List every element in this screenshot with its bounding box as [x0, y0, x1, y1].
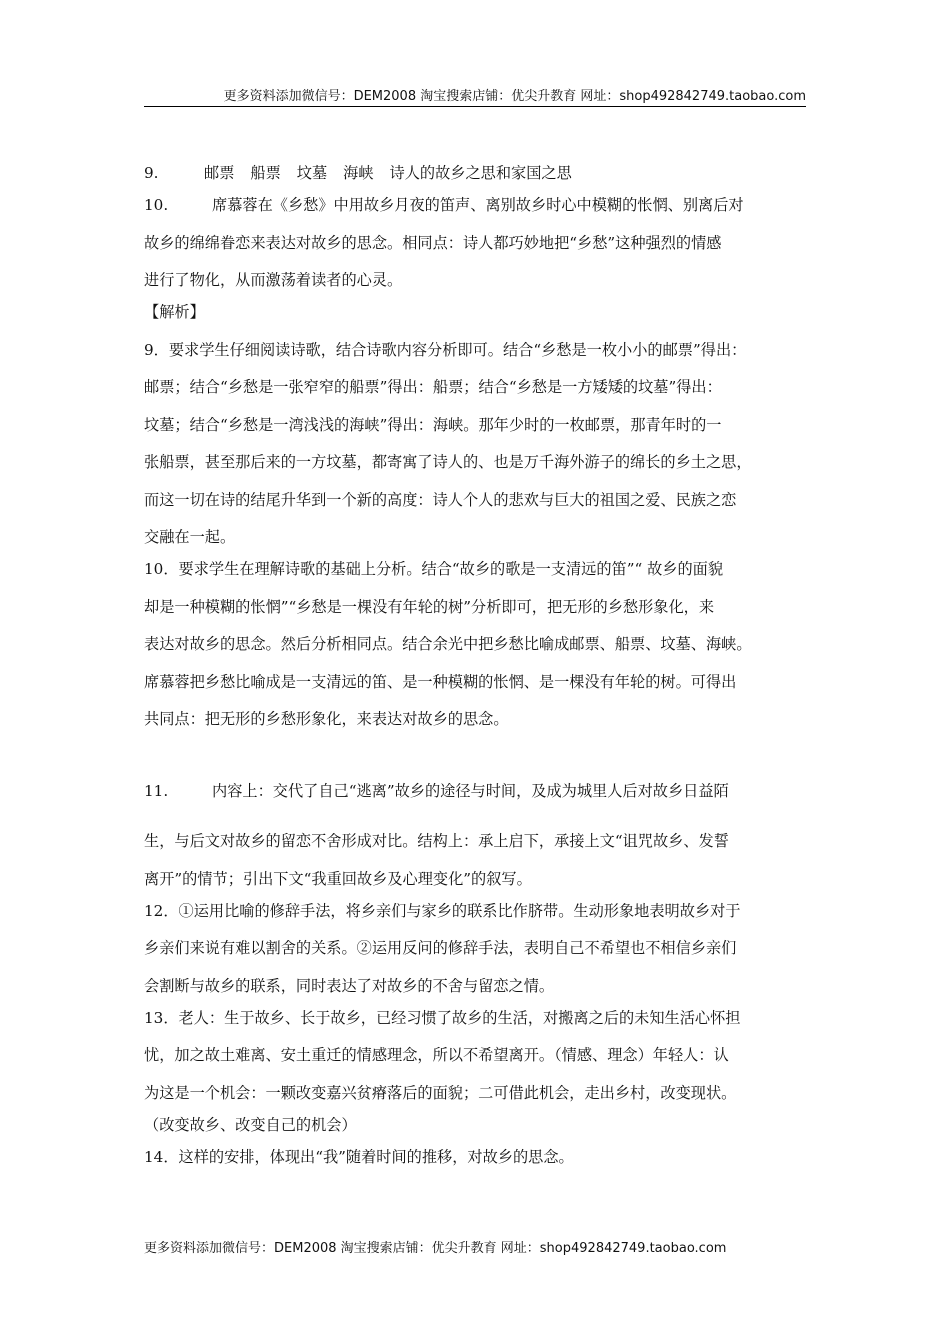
answer-9-item: 邮票: [204, 164, 235, 182]
analysis-9-line: 交融在一起。: [144, 528, 236, 546]
answer-10-line: 故乡的绵绵眷恋来表达对故乡的思念。相同点：诗人都巧妙地把“乡愁”这种强烈的情感: [144, 233, 722, 252]
answer-11-line: 生，与后文对故乡的留恋不舍形成对比。结构上：承上启下，承接上文“诅咒故乡、发誓: [144, 832, 729, 850]
analysis-9-line: 坟墓；结合“乡愁是一湾浅浅的海峡”得出：海峡。那年少时的一枚邮票，那青年时的一: [144, 415, 722, 434]
analysis-9-line: 而这一切在诗的结尾升华到一个新的高度：诗人个人的悲欢与巨大的祖国之爱、民族之恋: [144, 490, 737, 509]
answer-10-line: 进行了物化，从而激荡着读者的心灵。: [144, 271, 403, 289]
answer-12-line: 乡亲们来说有难以割舍的关系。②运用反问的修辞手法，表明自己不希望也不相信乡亲们: [144, 939, 737, 957]
analysis-9-line: 9．要求学生仔细阅读诗歌，结合诗歌内容分析即可。结合“乡愁是一枚小小的邮票”得出：: [144, 340, 747, 359]
answer-9-item: 诗人的故乡之思和家国之思: [389, 164, 572, 182]
answer-13-line: （改变故乡、改变自己的机会）: [144, 1115, 357, 1134]
answer-11-line: [144, 778, 809, 828]
answer-11-number: 11.: [144, 782, 169, 800]
analysis-10-line: 共同点：把无形的乡愁形象化，来表达对故乡的思念。: [144, 710, 509, 728]
analysis-10-line: 席慕蓉把乡愁比喻成是一支清远的笛、是一种模糊的怅惘、是一棵没有年轮的树。可得出: [144, 672, 737, 691]
answer-10-text: 席慕蓉在《乡愁》中用故乡月夜的笛声、离别故乡时心中模糊的怅惘、别离后对: [212, 196, 744, 214]
answer-content: [144, 160, 809, 1181]
answer-9-item: 坟墓: [296, 164, 328, 182]
answer-10-number: 10.: [144, 196, 169, 214]
answer-9: [144, 160, 809, 192]
answer-10-line: [144, 192, 809, 230]
analysis-10-line: 表达对故乡的思念。然后分析相同点。结合余光中把乡愁比喻成邮票、船票、坟墓、海峡。: [144, 635, 752, 653]
answer-9-number: 9.: [144, 164, 159, 182]
answer-9-item: 船票: [250, 164, 281, 182]
header-rule: [144, 106, 806, 107]
analysis-9-line: 邮票；结合“乡愁是一张窄窄的船票”得出：船票；结合“乡愁是一方矮矮的坟墓”得出：: [144, 378, 722, 396]
answer-11-text: 内容上：交代了自己“逃离”故乡的途径与时间，及成为城里人后对故乡日益陌: [212, 782, 729, 800]
analysis-title: 【解析】: [144, 303, 205, 321]
answer-11-line: 离开”的情节；引出下文“我重回故乡及心理变化”的叙写。: [144, 869, 532, 888]
answer-13-line: 13．老人：生于故乡、长于故乡，已经习惯了故乡的生活，对搬离之后的未知生活心怀担: [144, 1008, 741, 1027]
answer-13-line: 为这是一个机会：一颗改变嘉兴贫瘠落后的面貌；二可借此机会，走出乡村，改变现状。: [144, 1083, 737, 1102]
answer-14-line: 14．这样的安排，体现出“我”随着时间的推移，对故乡的思念。: [144, 1147, 574, 1166]
answer-12-line: 会割断与故乡的联系，同时表达了对故乡的不舍与留恋之情。: [144, 976, 555, 995]
analysis-10-line: 却是一种模糊的怅惘”“乡愁是一棵没有年轮的树”分析即可，把无形的乡愁形象化，来: [144, 597, 715, 616]
analysis-9-line: 张船票，甚至那后来的一方坟墓，都寄寓了诗人的、也是万千海外游子的绵长的乡土之思，: [144, 453, 752, 471]
analysis-10-line: 10．要求学生在理解诗歌的基础上分析。结合“故乡的歌是一支清远的笛”“ 故乡的面貌: [144, 560, 724, 578]
answer-13-line: 忧，加之故土难离、安土重迁的情感理念，所以不希望离开。（情感、理念）年轻人：认: [144, 1046, 729, 1064]
answer-9-item: 海峡: [343, 164, 374, 182]
answer-12-line: 12．①运用比喻的修辞手法，将乡亲们与家乡的联系比作脐带。生动形象地表明故乡对于: [144, 901, 741, 920]
page-header: 更多资料添加微信号：DEM2008 淘宝搜索店铺：优尖升教育 网址：shop492842749.taobao.com: [223, 89, 806, 104]
page-footer: 更多资料添加微信号：DEM2008 淘宝搜索店铺：优尖升教育 网址：shop492842749.taobao.com: [144, 1241, 727, 1256]
